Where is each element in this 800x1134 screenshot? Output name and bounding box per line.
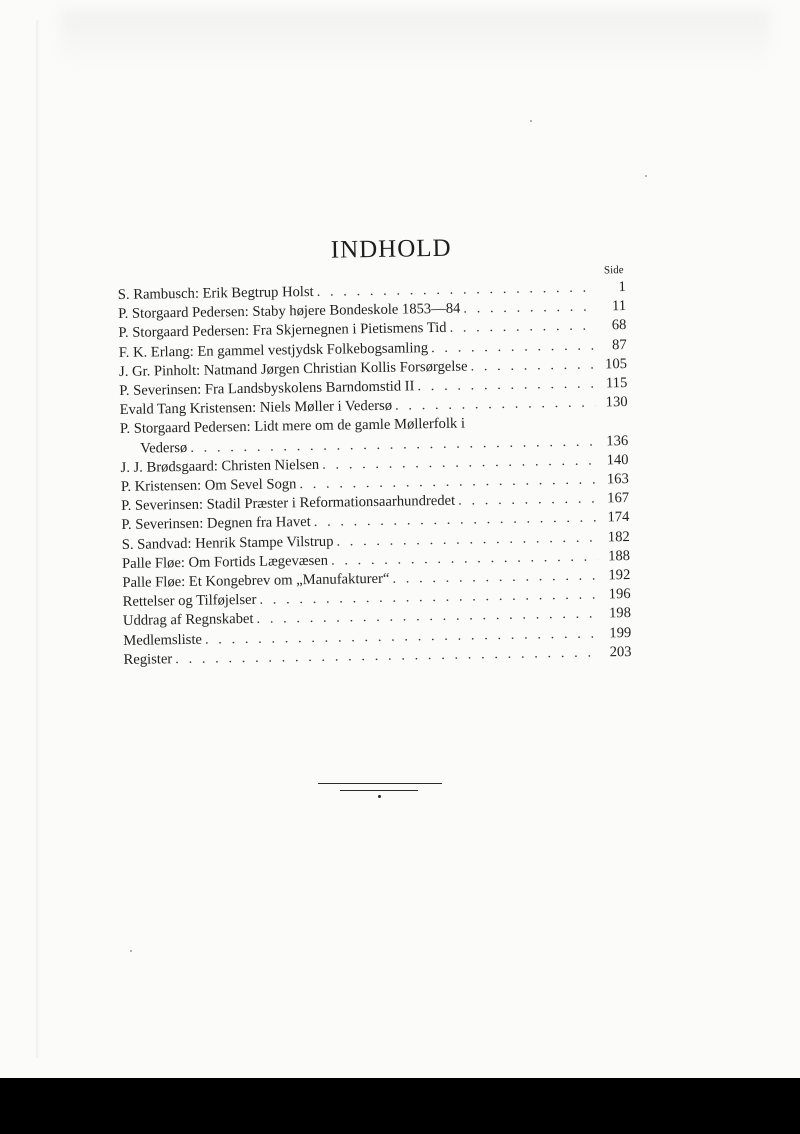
- toc-entry-page: 140: [606, 451, 629, 469]
- toc-entry-page: 192: [608, 567, 631, 584]
- toc-entry-title: P. Severinsen: Fra Landsbyskolens Barndomstid II: [119, 378, 415, 399]
- toc-entry-title: P. Storgaard Pedersen: Lidt mere om de gamle Møllerfolk i: [119, 415, 466, 438]
- toc-entry-title: Palle Fløe: Et Kongebrev om „Manufakturer“: [122, 570, 390, 592]
- toc-entry-title: Uddrag af Regnskabet: [122, 611, 254, 630]
- toc-entry-title: Register: [123, 651, 173, 668]
- toc-entry-title: P. Storgaard Pedersen: Fra Skjernegnen i Pietismens Tid: [118, 320, 447, 342]
- leader-dots: [463, 298, 594, 319]
- toc-entry-page: 199: [609, 624, 632, 641]
- toc-entry-page: 203: [609, 643, 632, 661]
- toc-entry-title: P. Severinsen: Degnen fra Havet: [121, 514, 311, 534]
- toc-entry-page: 87: [611, 336, 627, 353]
- toc-entry-page: 196: [608, 586, 631, 603]
- leader-dots: [431, 336, 595, 358]
- page-column-label: Side: [603, 264, 624, 277]
- paper-speck: [645, 175, 647, 177]
- toc-entry-title: P. Severinsen: Stadil Præster i Reformationsaarhundredet: [121, 492, 456, 515]
- paper-speck: [530, 120, 532, 122]
- toc-entry-page: 1: [618, 279, 626, 296]
- toc-entry-title: Medlemsliste: [123, 631, 203, 649]
- toc-entry-title: P. Kristensen: Om Sevel Sogn: [120, 476, 297, 495]
- toc-entry-page: 115: [605, 375, 628, 392]
- leader-dots: [470, 355, 595, 376]
- toc-entry-title: J. Gr. Pinholt: Natmand Jørgen Christian Kollis Forsørgelse: [118, 358, 468, 380]
- leader-dots: [449, 317, 594, 338]
- end-ornament: [318, 783, 442, 803]
- toc-entry-title: Evald Tang Kristensen: Niels Møller i Vedersø: [119, 397, 393, 419]
- toc-entry-title: P. Storgaard Pedersen: Staby højere Bondeskole 1853—84: [118, 300, 461, 323]
- toc-entry-title: Rettelser og Tilføjelser: [122, 592, 257, 611]
- toc-entry-page: 167: [607, 490, 630, 507]
- toc-entry-title: F. K. Erlang: En gammel vestjydsk Folkebogsamling: [118, 339, 429, 361]
- ornament-rule-short: [340, 790, 418, 791]
- toc-entry-page: 188: [608, 547, 631, 565]
- leader-dots: [458, 490, 597, 511]
- toc-entry-page: 130: [605, 394, 628, 411]
- toc-entry-title: J. J. Brødsgaard: Christen Nielsen: [120, 456, 320, 476]
- toc-entry-page: 174: [607, 509, 630, 526]
- ornament-rule-long: [318, 783, 442, 784]
- toc-entry-page: 198: [608, 605, 632, 622]
- leader-dots: [395, 394, 596, 416]
- paper-speck: [130, 950, 132, 952]
- toc-entry-title: Palle Fløe: Om Fortids Lægevæsen: [121, 552, 329, 572]
- ornament-dot: [378, 795, 381, 798]
- toc-entry-title: S. Sandvad: Henrik Stampe Vilstrup: [121, 533, 334, 553]
- toc-entry-page: 68: [611, 317, 627, 334]
- toc-entry-page: 136: [606, 432, 629, 449]
- table-of-contents: [117, 232, 632, 670]
- toc-entry-page: 105: [604, 355, 628, 373]
- page-title: INDHOLD: [330, 234, 452, 264]
- toc-entry-page: 182: [607, 528, 630, 545]
- toc-entry-title-continuation: Vedersø: [140, 439, 188, 457]
- toc-entry-page: 163: [606, 471, 629, 488]
- toc-entry-page: 11: [611, 298, 627, 315]
- toc-entry-title: S. Rambusch: Erik Begtrup Holst: [117, 283, 314, 303]
